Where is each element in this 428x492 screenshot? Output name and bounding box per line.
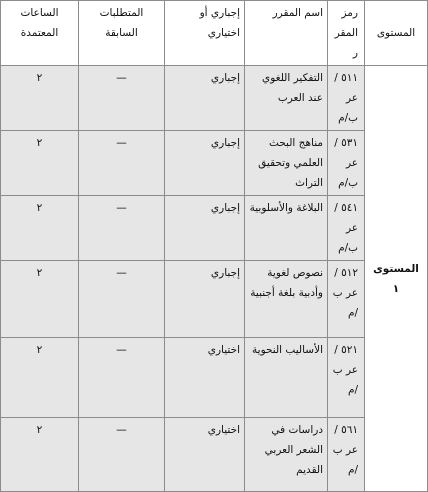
course-code: ٥٣١ /عر ب/م — [328, 131, 365, 196]
course-code: ٥٤١ /عر ب/م — [328, 196, 365, 261]
course-name: التفكير اللغوي عند العرب — [245, 66, 328, 131]
course-prerequisite: — — [79, 131, 165, 196]
course-hours: ٢ — [1, 261, 79, 338]
course-name: البلاغة والأسلوبية — [245, 196, 328, 261]
header-code: رمز المقر ر — [328, 1, 365, 66]
header-credit-hours: الساعات المعتمدة — [1, 1, 79, 66]
course-name: دراسات في الشعر العربي القديم — [245, 418, 328, 492]
table-row — [1, 131, 428, 196]
table-row — [1, 418, 428, 492]
course-prerequisite: — — [79, 338, 165, 418]
course-hours: ٢ — [1, 418, 79, 492]
course-type: إجباري — [165, 66, 245, 131]
header-course-type: إجباري أو اختياري — [165, 1, 245, 66]
header-row — [1, 1, 428, 66]
course-name: الأساليب النحوية — [245, 338, 328, 418]
course-code: ٥١١ /عر ب/م — [328, 66, 365, 131]
course-hours: ٢ — [1, 66, 79, 131]
course-type: اختياري — [165, 338, 245, 418]
header-level: المستوى — [365, 1, 428, 66]
table-row — [1, 196, 428, 261]
header-prerequisites: المتطلبات السابقة — [79, 1, 165, 66]
course-hours: ٢ — [1, 338, 79, 418]
course-type: إجباري — [165, 196, 245, 261]
course-name: مناهج البحث العلمي وتحقيق التراث — [245, 131, 328, 196]
course-code: ٥٢١ /عر ب /م — [328, 338, 365, 418]
course-code: ٥١٢ /عر ب /م — [328, 261, 365, 338]
course-code: ٥٦١ /عر ب /م — [328, 418, 365, 492]
course-type: اختياري — [165, 418, 245, 492]
header-course-name: اسم المقرر — [245, 1, 328, 66]
course-prerequisite: — — [79, 261, 165, 338]
course-hours: ٢ — [1, 196, 79, 261]
table-row — [1, 338, 428, 418]
table-row — [1, 66, 428, 131]
course-prerequisite: — — [79, 418, 165, 492]
level-cell: المستوى ١ — [365, 66, 428, 492]
course-name: نصوص لغوية وأدبية بلغة أجنبية — [245, 261, 328, 338]
course-type: إجباري — [165, 131, 245, 196]
table-row — [1, 261, 428, 338]
course-type: إجباري — [165, 261, 245, 338]
course-prerequisite: — — [79, 196, 165, 261]
course-hours: ٢ — [1, 131, 79, 196]
course-prerequisite: — — [79, 66, 165, 131]
